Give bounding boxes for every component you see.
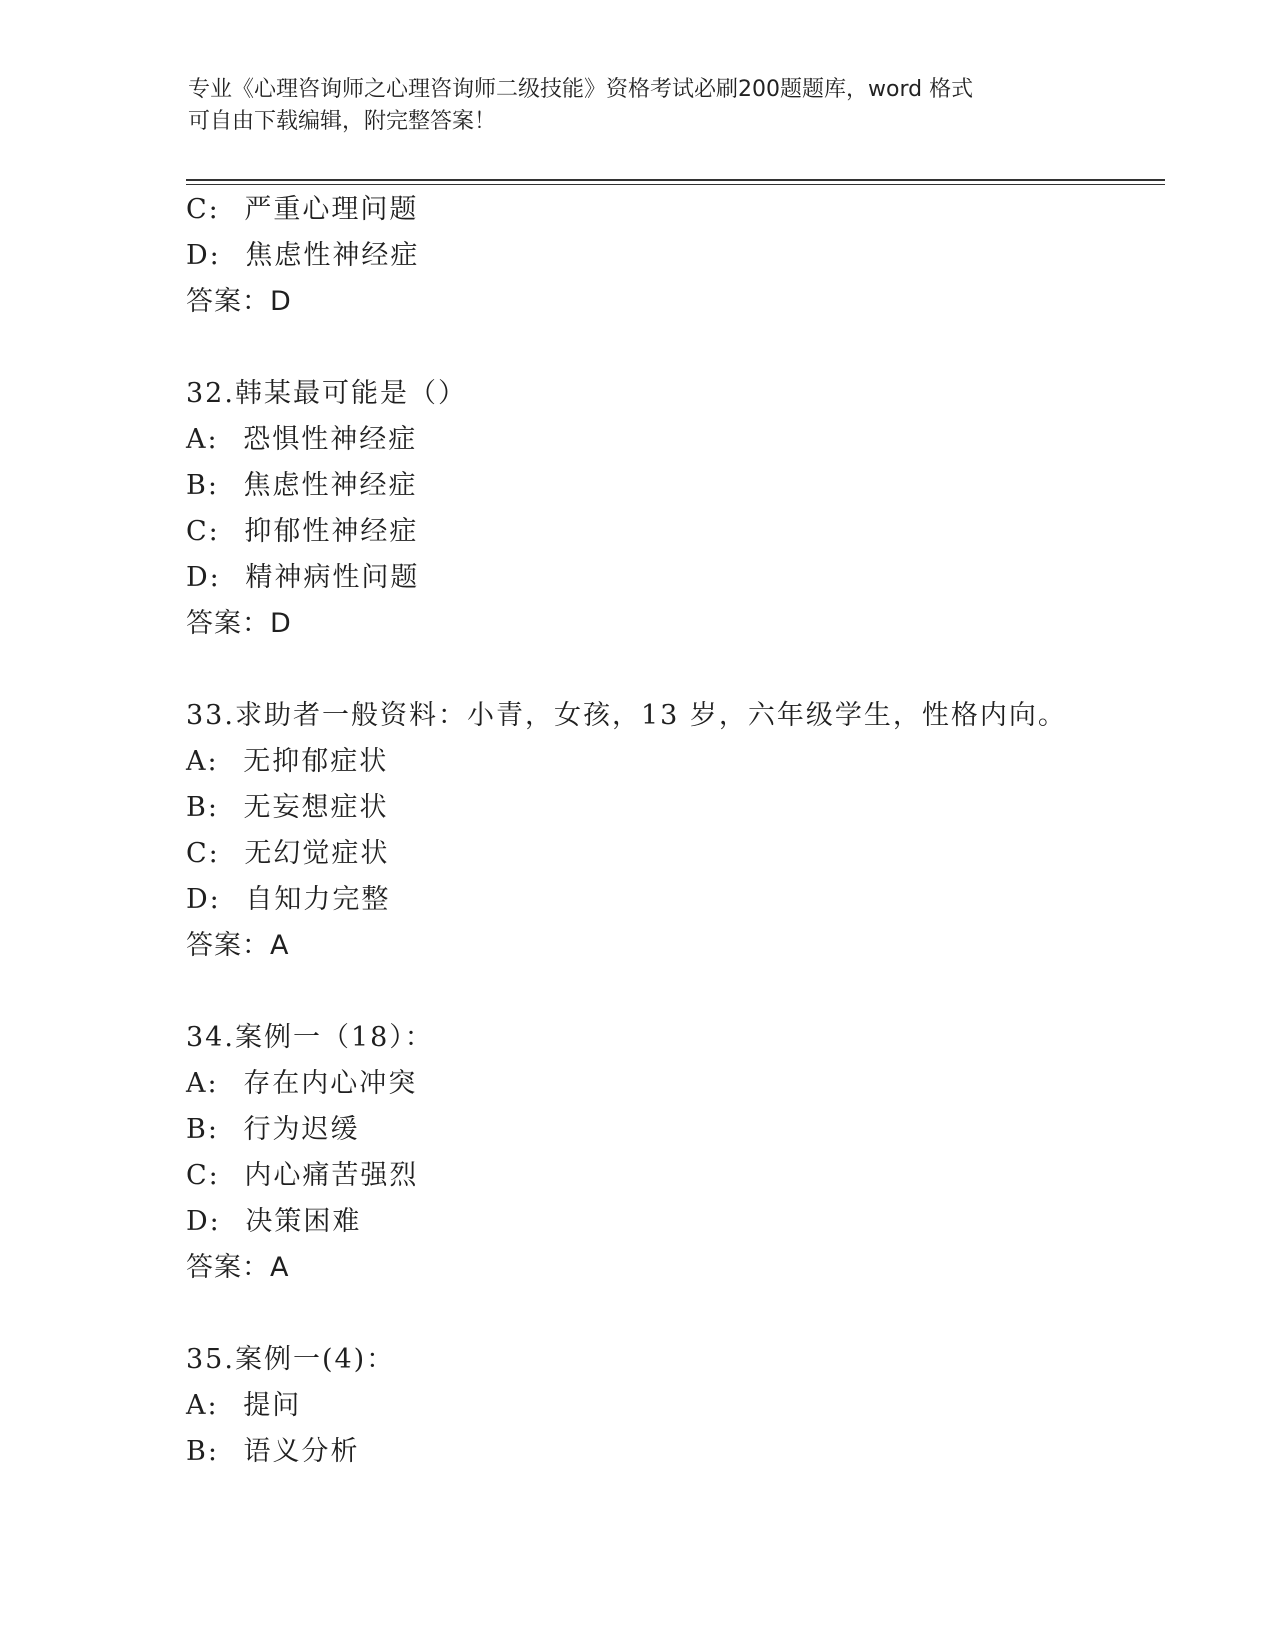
answer-line: 答案：A (186, 930, 290, 961)
option-letter: C: (186, 194, 220, 225)
question-block (186, 1015, 1166, 1291)
option-text: 无幻觉症状 (244, 838, 390, 869)
option-letter: A: (186, 746, 219, 777)
option-text: 焦虑性神经症 (243, 470, 418, 501)
option-letter: A: (186, 1068, 219, 1099)
answer-line: 答案：D (186, 608, 292, 639)
spacer (186, 969, 1166, 1015)
question-list (186, 187, 1166, 1475)
option-row (186, 785, 1166, 831)
option-row (186, 187, 1166, 233)
option-row (186, 877, 1166, 923)
option-row (186, 831, 1166, 877)
option-letter: B: (186, 792, 219, 823)
option-row (186, 417, 1166, 463)
question-stem: 32.韩某最可能是（） (186, 378, 467, 409)
option-row (186, 555, 1166, 601)
question-stem: 35.案例一(4)： (186, 1344, 396, 1375)
option-letter: B: (186, 1114, 219, 1145)
question-block-partial (186, 187, 1166, 325)
header-title-line-1: 专业《心理咨询师之心理咨询师二级技能》资格考试必刷200题题库，word 格式 (188, 77, 974, 102)
option-row (186, 1061, 1166, 1107)
option-letter: D: (186, 1206, 221, 1237)
option-letter: B: (186, 1436, 219, 1467)
option-text: 精神病性问题 (245, 562, 420, 593)
question-stem: 33.求助者一般资料：小青，女孩，13 岁，六年级学生，性格内向。 (186, 700, 1067, 731)
header-title-line-2: 可自由下载编辑，附完整答案！ (188, 109, 497, 134)
option-row (186, 463, 1166, 509)
option-letter: C: (186, 516, 220, 547)
option-text: 恐惧性神经症 (243, 424, 418, 455)
header-divider-thick (186, 179, 1165, 181)
option-row (186, 233, 1166, 279)
option-text: 无妄想症状 (243, 792, 389, 823)
option-letter: A: (186, 424, 219, 455)
option-letter: B: (186, 470, 219, 501)
option-row (186, 1383, 1166, 1429)
document-header (188, 74, 1088, 138)
option-text: 焦虑性神经症 (245, 240, 420, 271)
option-text: 严重心理问题 (244, 194, 419, 225)
option-text: 存在内心冲突 (243, 1068, 418, 1099)
option-text: 内心痛苦强烈 (244, 1160, 419, 1191)
option-text: 语义分析 (243, 1436, 360, 1467)
option-row (186, 1199, 1166, 1245)
option-text: 决策困难 (245, 1206, 362, 1237)
option-letter: C: (186, 1160, 220, 1191)
option-letter: D: (186, 562, 221, 593)
answer-line: 答案：D (186, 286, 292, 317)
option-row (186, 1429, 1166, 1475)
option-row (186, 1153, 1166, 1199)
option-row (186, 509, 1166, 555)
question-block (186, 371, 1166, 647)
option-text: 提问 (243, 1390, 302, 1421)
spacer (186, 1291, 1166, 1337)
option-text: 自知力完整 (245, 884, 391, 915)
option-text: 无抑郁症状 (243, 746, 389, 777)
question-stem: 34.案例一（18）： (186, 1022, 434, 1053)
option-letter: D: (186, 240, 221, 271)
option-row (186, 739, 1166, 785)
option-row (186, 1107, 1166, 1153)
option-letter: D: (186, 884, 221, 915)
option-text: 行为迟缓 (243, 1114, 360, 1145)
option-text: 抑郁性神经症 (244, 516, 419, 547)
option-letter: A: (186, 1390, 219, 1421)
option-letter: C: (186, 838, 220, 869)
question-block (186, 693, 1166, 969)
question-block (186, 1337, 1166, 1475)
answer-line: 答案：A (186, 1252, 290, 1283)
header-divider-thin (186, 184, 1165, 185)
spacer (186, 325, 1166, 371)
spacer (186, 647, 1166, 693)
